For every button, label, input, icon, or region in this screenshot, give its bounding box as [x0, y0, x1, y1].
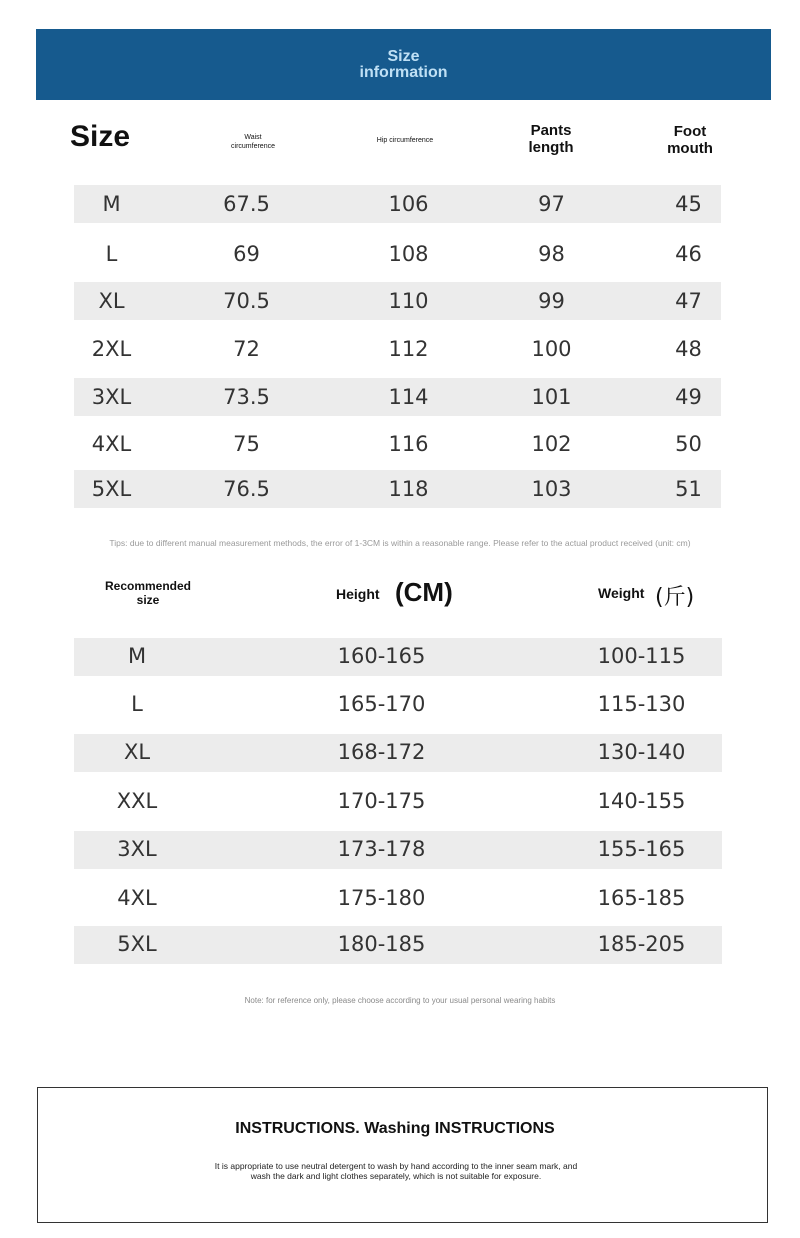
cell-pants: 98: [538, 242, 565, 266]
cell-foot: 49: [675, 385, 702, 409]
header-weight-unit: (斤): [655, 585, 695, 610]
cell-rec-size: XL: [123, 740, 151, 764]
cell-hip: 110: [388, 289, 429, 313]
cell-foot: 46: [675, 242, 702, 266]
header-recommended-size: [96, 579, 200, 607]
cell-waist: 69: [233, 242, 260, 266]
measurement-tips: Tips: due to different manual measurement methods, the error of 1-3CM is within a reasonable range. Please refer to the actual product received (unit: cm): [109, 538, 691, 548]
header-rec-line2: size: [136, 593, 160, 607]
cell-waist: 73.5: [223, 385, 270, 409]
cell-rec-height: 160-165: [337, 644, 426, 668]
size-table-row: [74, 282, 721, 320]
washing-instructions-line2: wash the dark and light clothes separately, which is not suitable for exposure.: [250, 1171, 542, 1181]
cell-size: M: [102, 192, 121, 216]
washing-instructions-title: INSTRUCTIONS. Washing INSTRUCTIONS: [235, 1120, 555, 1137]
cell-rec-height: 173-178: [337, 837, 426, 861]
cell-hip: 114: [388, 385, 429, 409]
cell-waist: 70.5: [223, 289, 270, 313]
cell-rec-size: M: [127, 644, 147, 668]
rec-table-row: [74, 783, 722, 821]
rec-table-row: [74, 831, 722, 869]
banner-title-line1: Size: [387, 47, 420, 65]
cell-size: 5XL: [91, 477, 132, 501]
header-rec-line1: Recommended: [104, 579, 192, 593]
cell-rec-height: 175-180: [337, 886, 426, 910]
cell-waist: 76.5: [223, 477, 270, 501]
header-weight: Weight: [598, 585, 645, 601]
size-table-row: [74, 185, 721, 223]
cell-foot: 45: [675, 192, 702, 216]
cell-hip: 108: [388, 242, 429, 266]
cell-size: 2XL: [91, 337, 132, 361]
header-pants-line2: length: [528, 139, 574, 156]
cell-foot: 48: [675, 337, 702, 361]
reference-note: Note: for reference only, please choose according to your usual personal wearing habits: [244, 996, 556, 1005]
header-hip-circumference: Hip circumference: [376, 137, 434, 144]
cell-rec-height: 170-175: [337, 789, 426, 813]
cell-rec-height: 168-172: [337, 740, 426, 764]
size-table-row: [74, 470, 721, 508]
cell-foot: 50: [675, 432, 702, 456]
cell-rec-weight: 155-165: [597, 837, 686, 861]
header-waist-circumference: [210, 133, 296, 151]
header-foot-mouth: [645, 123, 735, 157]
header-height: Height: [336, 586, 380, 602]
cell-rec-weight: 115-130: [597, 692, 686, 716]
size-table-row: [74, 235, 721, 273]
header-pants-line1: Pants: [530, 122, 572, 139]
cell-rec-weight: 140-155: [597, 789, 686, 813]
cell-pants: 97: [538, 192, 565, 216]
header-pants-length: [505, 122, 597, 156]
size-table-row: [74, 330, 721, 368]
cell-hip: 112: [388, 337, 429, 361]
size-table-row: [74, 378, 721, 416]
header-size: Size: [70, 120, 131, 153]
rec-table-row: [74, 638, 722, 676]
cell-waist: 75: [233, 432, 260, 456]
rec-table-row: [74, 926, 722, 964]
cell-waist: 67.5: [223, 192, 270, 216]
size-table-row: [74, 425, 721, 463]
washing-instructions-line1: It is appropriate to use neutral detergent to wash by hand according to the inner seam mark, and: [214, 1161, 578, 1171]
cell-rec-weight: 165-185: [597, 886, 686, 910]
header-waist-line1: Waist: [244, 134, 262, 141]
cell-rec-size: XXL: [116, 789, 158, 813]
cell-size: L: [105, 242, 118, 266]
cell-hip: 118: [388, 477, 429, 501]
cell-waist: 72: [233, 337, 260, 361]
header-foot-line1: Foot: [673, 123, 707, 140]
rec-table-row: [74, 734, 722, 772]
cell-pants: 102: [531, 432, 572, 456]
cell-rec-weight: 185-205: [597, 932, 686, 956]
cell-rec-weight: 100-115: [597, 644, 686, 668]
cell-rec-size: 3XL: [117, 837, 157, 861]
cell-pants: 100: [531, 337, 572, 361]
cell-rec-height: 165-170: [337, 692, 426, 716]
cell-rec-size: 4XL: [117, 886, 157, 910]
cell-rec-height: 180-185: [337, 932, 426, 956]
cell-foot: 51: [675, 477, 702, 501]
cell-pants: 103: [531, 477, 572, 501]
cell-foot: 47: [675, 289, 702, 313]
rec-table-row: [74, 880, 722, 918]
banner-title-line2: information: [359, 63, 448, 81]
header-waist-line2: circumference: [231, 143, 275, 150]
cell-hip: 116: [388, 432, 429, 456]
washing-instructions-box: [37, 1087, 768, 1223]
header-height-unit: (CM): [395, 577, 453, 607]
cell-rec-size: 5XL: [117, 932, 157, 956]
cell-rec-weight: 130-140: [597, 740, 686, 764]
washing-instructions-text: [175, 1161, 617, 1181]
cell-pants: 99: [538, 289, 565, 313]
cell-size: 3XL: [91, 385, 132, 409]
rec-table-row: [74, 686, 722, 724]
cell-pants: 101: [531, 385, 572, 409]
cell-rec-size: L: [131, 692, 143, 716]
cell-size: XL: [98, 289, 125, 313]
size-information-banner: [36, 29, 771, 100]
cell-hip: 106: [388, 192, 429, 216]
header-foot-line2: mouth: [667, 140, 713, 157]
cell-size: 4XL: [91, 432, 132, 456]
